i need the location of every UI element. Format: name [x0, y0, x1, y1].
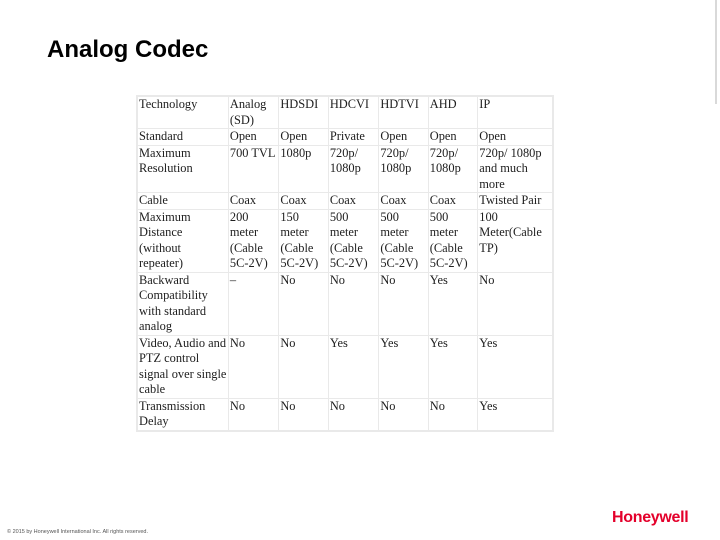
table-cell: No — [429, 399, 477, 430]
table-cell: No — [279, 399, 327, 430]
table-cell: Coax — [379, 193, 427, 209]
copyright-footer: © 2015 by Honeywell International Inc. All rights reserved. — [7, 529, 149, 535]
row-header-cell: Standard — [138, 129, 228, 145]
table-row — [138, 273, 552, 335]
honeywell-logo: Honeywell — [612, 509, 689, 526]
table-row — [138, 336, 552, 398]
table-header-row — [138, 97, 552, 128]
column-header: Analog (SD) — [229, 97, 278, 128]
column-header: AHD — [429, 97, 477, 128]
table-cell: Yes — [478, 399, 552, 430]
table-cell: – — [229, 273, 278, 335]
table-cell: 720p/ 1080p and much more — [478, 146, 552, 193]
table-cell: Open — [429, 129, 477, 145]
table-cell: Yes — [478, 336, 552, 398]
table-cell: Private — [329, 129, 378, 145]
table-row — [138, 129, 552, 145]
table-cell: Open — [478, 129, 552, 145]
table-cell: Open — [279, 129, 327, 145]
comparison-table — [136, 95, 554, 432]
column-header: HDCVI — [329, 97, 378, 128]
table-cell: Coax — [429, 193, 477, 209]
table-cell: Coax — [329, 193, 378, 209]
table-cell: No — [329, 273, 378, 335]
row-header-cell: Cable — [138, 193, 228, 209]
table-cell: 500 meter (Cable 5C-2V) — [429, 210, 477, 272]
table-cell: 720p/ 1080p — [429, 146, 477, 193]
table-cell: No — [229, 336, 278, 398]
table-cell: No — [279, 336, 327, 398]
table-cell: 720p/ 1080p — [379, 146, 427, 193]
row-header-cell: Backward Compatibility with standard analog — [138, 273, 228, 335]
table-cell: Yes — [429, 336, 477, 398]
table-cell: Yes — [379, 336, 427, 398]
table-cell: 100 Meter(Cable TP) — [478, 210, 552, 272]
table-cell: 150 meter (Cable 5C-2V) — [279, 210, 327, 272]
table-cell: No — [279, 273, 327, 335]
table-cell: No — [379, 399, 427, 430]
column-header: HDSDI — [279, 97, 327, 128]
edge-divider — [715, 0, 717, 104]
table-cell: Twisted Pair — [478, 193, 552, 209]
row-header-cell: Maximum Resolution — [138, 146, 228, 193]
table-cell: No — [379, 273, 427, 335]
table-cell: 200 meter (Cable 5C-2V) — [229, 210, 278, 272]
table-cell: Open — [379, 129, 427, 145]
table-cell: Coax — [229, 193, 278, 209]
table-cell: Open — [229, 129, 278, 145]
column-header: Technology — [138, 97, 228, 128]
table-cell: Yes — [329, 336, 378, 398]
table-cell: 500 meter (Cable 5C-2V) — [379, 210, 427, 272]
table-cell: No — [229, 399, 278, 430]
row-header-cell: Maximum Distance (without repeater) — [138, 210, 228, 272]
column-header: HDTVI — [379, 97, 427, 128]
table-row — [138, 399, 552, 430]
table-cell: No — [478, 273, 552, 335]
table-row — [138, 193, 552, 209]
table-row — [138, 210, 552, 272]
table-row — [138, 146, 552, 193]
column-header: IP — [478, 97, 552, 128]
table-cell: 700 TVL — [229, 146, 278, 193]
codec-comparison-table — [137, 96, 553, 431]
table-cell: 1080p — [279, 146, 327, 193]
row-header-cell: Transmission Delay — [138, 399, 228, 430]
table-cell: 500 meter (Cable 5C-2V) — [329, 210, 378, 272]
table-cell: 720p/ 1080p — [329, 146, 378, 193]
row-header-cell: Video, Audio and PTZ control signal over single cable — [139, 335, 227, 396]
table-cell: Yes — [429, 273, 477, 335]
slide-title: Analog Codec — [47, 36, 209, 63]
table-cell: No — [329, 399, 378, 430]
table-cell: Coax — [279, 193, 327, 209]
